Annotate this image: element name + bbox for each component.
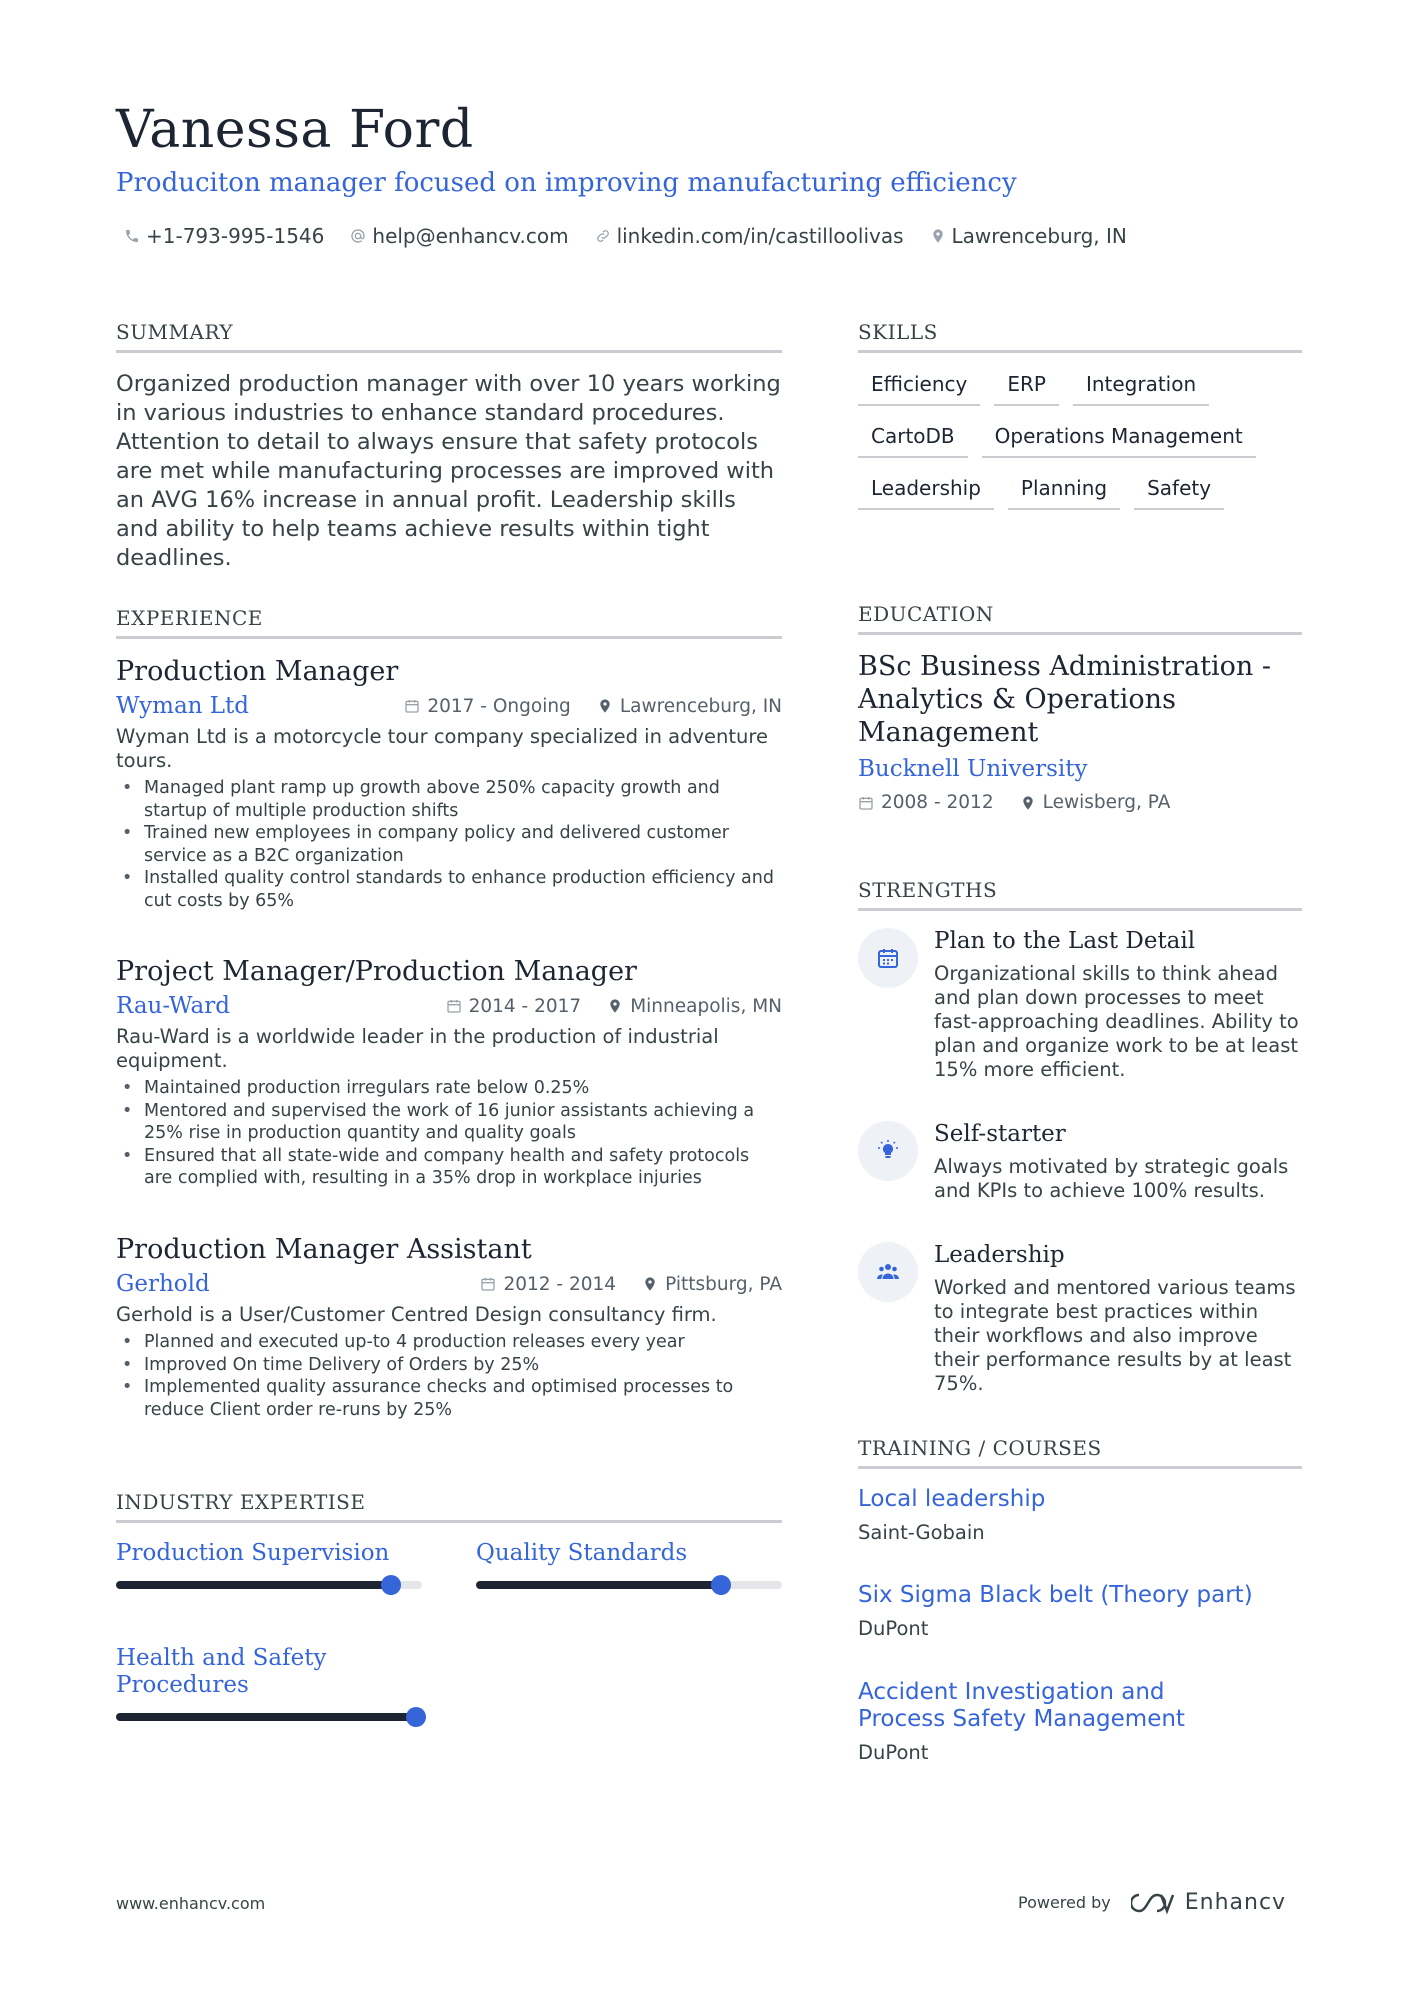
- strength-title: Plan to the Last Detail: [934, 928, 1196, 954]
- job-entry: [116, 1234, 782, 1421]
- calendar-icon: [480, 1276, 496, 1292]
- industry-expertise-heading: INDUSTRY EXPERTISE: [116, 1490, 782, 1523]
- job-bullet: • Managed plant ramp up growth above 250% capacity growth and startup of multiple production shifts: [144, 777, 782, 822]
- job-bullet: • Improved On time Delivery of Orders by 25%: [144, 1354, 782, 1377]
- expertise-bar-knob: [381, 1575, 401, 1595]
- expertise-bar: [116, 1713, 426, 1721]
- course-item: [858, 1679, 1302, 1764]
- job-location: Pittsburg, PA: [665, 1273, 782, 1295]
- job-bullet: • Installed quality control standards to enhance production efficiency and cut costs by 65%: [144, 867, 782, 912]
- school-name: Bucknell University: [858, 756, 1088, 782]
- expertise-item: [116, 1540, 422, 1589]
- strength-title: Self-starter: [934, 1121, 1066, 1147]
- experience-heading: EXPERIENCE: [116, 606, 782, 639]
- expertise-bar-fill: [116, 1581, 391, 1589]
- strength-description: Worked and mentored various teams to integrate best practices within their workflows and also improve their performance results by at least 75%.: [934, 1276, 1296, 1395]
- expertise-label: Health and Safety Procedures: [116, 1645, 327, 1698]
- strength-title: Leadership: [934, 1242, 1065, 1268]
- job-title: Production Manager: [116, 656, 399, 687]
- job-bullets: [116, 777, 782, 912]
- strength-description: Organizational skills to think ahead and plan down processes to meet fast-approaching deadlines. Ability to plan and organize work to be at least 15% more efficient.: [934, 962, 1299, 1081]
- location-pin-icon: [607, 998, 623, 1014]
- contact-bar: [124, 224, 1127, 248]
- job-bullet: • Mentored and supervised the work of 16 junior assistants achieving a 25% rise in production quantity and quality goals: [144, 1100, 782, 1145]
- footer-branding: [1018, 1890, 1286, 1915]
- course-provider: Saint-Gobain: [858, 1521, 985, 1544]
- job-dates: 2012 - 2014: [503, 1273, 617, 1295]
- phone-text: +1-793-995-1546: [146, 224, 325, 248]
- skills-list: [858, 372, 1302, 528]
- calendar-icon: [446, 998, 462, 1014]
- location-pin-icon: [642, 1276, 658, 1292]
- skill-row: [858, 476, 1302, 510]
- skill-tag: Integration: [1073, 372, 1209, 406]
- skill-tag: Planning: [1008, 476, 1120, 510]
- contact-email[interactable]: [350, 224, 568, 248]
- skills-heading: SKILLS: [858, 320, 1302, 353]
- expertise-bar-fill: [476, 1581, 721, 1589]
- calendar-icon: [404, 698, 420, 714]
- skill-tag: Operations Management: [982, 424, 1256, 458]
- email-text[interactable]: help@enhancv.com: [372, 224, 569, 248]
- course-title: Accident Investigation and Process Safety Management: [858, 1679, 1185, 1732]
- job-title: Project Manager/Production Manager: [116, 956, 637, 987]
- job-bullet: • Ensured that all state-wide and company health and safety protocols are complied with, resulting in a 35% drop in workplace injuries: [144, 1145, 782, 1190]
- job-bullet: • Trained new employees in company policy and delivered customer service as a B2C organization: [144, 822, 782, 867]
- job-dates: 2017 - Ongoing: [427, 695, 571, 717]
- skill-tag: Efficiency: [858, 372, 980, 406]
- expertise-item: [116, 1645, 426, 1721]
- at-icon: [350, 228, 366, 244]
- strengths-heading: STRENGTHS: [858, 878, 1302, 911]
- course-item: [858, 1582, 1302, 1640]
- users-icon: [876, 1260, 900, 1284]
- education-heading: EDUCATION: [858, 602, 1302, 635]
- expertise-bar: [116, 1581, 422, 1589]
- course-provider: DuPont: [858, 1617, 929, 1640]
- expertise-bar-fill: [116, 1713, 416, 1721]
- skill-row: [858, 424, 1302, 458]
- job-dates: 2014 - 2017: [468, 995, 582, 1017]
- skill-row: [858, 372, 1302, 406]
- strength-description: Always motivated by strategic goals and KPIs to achieve 100% results.: [934, 1155, 1289, 1202]
- expertise-label: Quality Standards: [476, 1540, 688, 1566]
- course-title: Six Sigma Black belt (Theory part): [858, 1582, 1253, 1608]
- contact-location: [930, 224, 1127, 248]
- expertise-item: [476, 1540, 782, 1589]
- job-bullets: [116, 1077, 782, 1190]
- job-bullets: [116, 1331, 782, 1421]
- contact-linkedin[interactable]: [595, 224, 904, 248]
- job-location: Minneapolis, MN: [630, 995, 782, 1017]
- brand-name: Enhancv: [1184, 1890, 1287, 1915]
- course-provider: DuPont: [858, 1741, 929, 1764]
- phone-icon: [124, 228, 140, 244]
- training-heading: TRAINING / COURSES: [858, 1436, 1302, 1469]
- location-text: Lawrenceburg, IN: [951, 224, 1127, 248]
- calendar-icon: [876, 946, 900, 970]
- summary-text: Organized production manager with over 10 years working in various industries to enhance standard procedures. Attention to detail to always ensure that safety protocols are met while manufacturing processes are improved with an AVG 16% increase in annual profit. Leadership skills and ability to help teams achieve results within tight deadlines.: [116, 371, 781, 571]
- enhancv-logo-icon: [1131, 1891, 1177, 1915]
- company-name: Rau-Ward: [116, 993, 230, 1019]
- skill-tag: ERP: [994, 372, 1059, 406]
- company-name: Gerhold: [116, 1271, 210, 1297]
- course-title: Local leadership: [858, 1486, 1046, 1512]
- strength-icon-circle: [858, 928, 918, 988]
- skill-tag: CartoDB: [858, 424, 968, 458]
- linkedin-text[interactable]: linkedin.com/in/castilloolivas: [616, 224, 904, 248]
- summary-heading: SUMMARY: [116, 320, 782, 353]
- job-bullet: • Maintained production irregulars rate below 0.25%: [144, 1077, 782, 1100]
- job-title: Production Manager Assistant: [116, 1234, 532, 1265]
- education-meta: [858, 792, 1170, 813]
- education-dates: 2008 - 2012: [881, 792, 994, 813]
- job-description: Gerhold is a User/Customer Centred Design consultancy firm.: [116, 1303, 717, 1326]
- candidate-name: Vanessa Ford: [116, 100, 474, 160]
- job-entry: [116, 656, 782, 912]
- expertise-bar-knob: [406, 1707, 426, 1727]
- link-icon: [595, 228, 611, 244]
- job-bullet: • Implemented quality assurance checks and optimised processes to reduce Client order re-runs by 25%: [144, 1376, 782, 1421]
- education-location: Lewisberg, PA: [1042, 792, 1171, 813]
- job-entry: [116, 956, 782, 1190]
- expertise-bar: [476, 1581, 782, 1589]
- degree-title: BSc Business Administration - Analytics & Operations Management: [858, 651, 1272, 748]
- job-description: Rau-Ward is a worldwide leader in the production of industrial equipment.: [116, 1025, 719, 1072]
- brand-logo[interactable]: [1131, 1890, 1286, 1915]
- contact-phone: [124, 224, 324, 248]
- course-item: [858, 1486, 1302, 1544]
- company-name: Wyman Ltd: [116, 693, 250, 719]
- location-pin-icon: [1020, 795, 1036, 811]
- calendar-icon: [858, 795, 874, 811]
- expertise-label: Production Supervision: [116, 1540, 390, 1566]
- location-pin-icon: [597, 698, 613, 714]
- tagline: Produciton manager focused on improving manufacturing efficiency: [116, 168, 1017, 198]
- job-location: Lawrenceburg, IN: [619, 695, 782, 717]
- location-pin-icon: [930, 228, 946, 244]
- job-description: Wyman Ltd is a motorcycle tour company specialized in adventure tours.: [116, 725, 768, 772]
- powered-by-text: Powered by: [1018, 1893, 1111, 1912]
- lightbulb-icon: [876, 1139, 900, 1163]
- skill-tag: Safety: [1134, 476, 1224, 510]
- strength-icon-circle: [858, 1121, 918, 1181]
- job-bullet: • Planned and executed up-to 4 production releases every year: [144, 1331, 782, 1354]
- strength-icon-circle: [858, 1242, 918, 1302]
- skill-tag: Leadership: [858, 476, 994, 510]
- expertise-bar-knob: [711, 1575, 731, 1595]
- footer-website[interactable]: www.enhancv.com: [116, 1894, 266, 1913]
